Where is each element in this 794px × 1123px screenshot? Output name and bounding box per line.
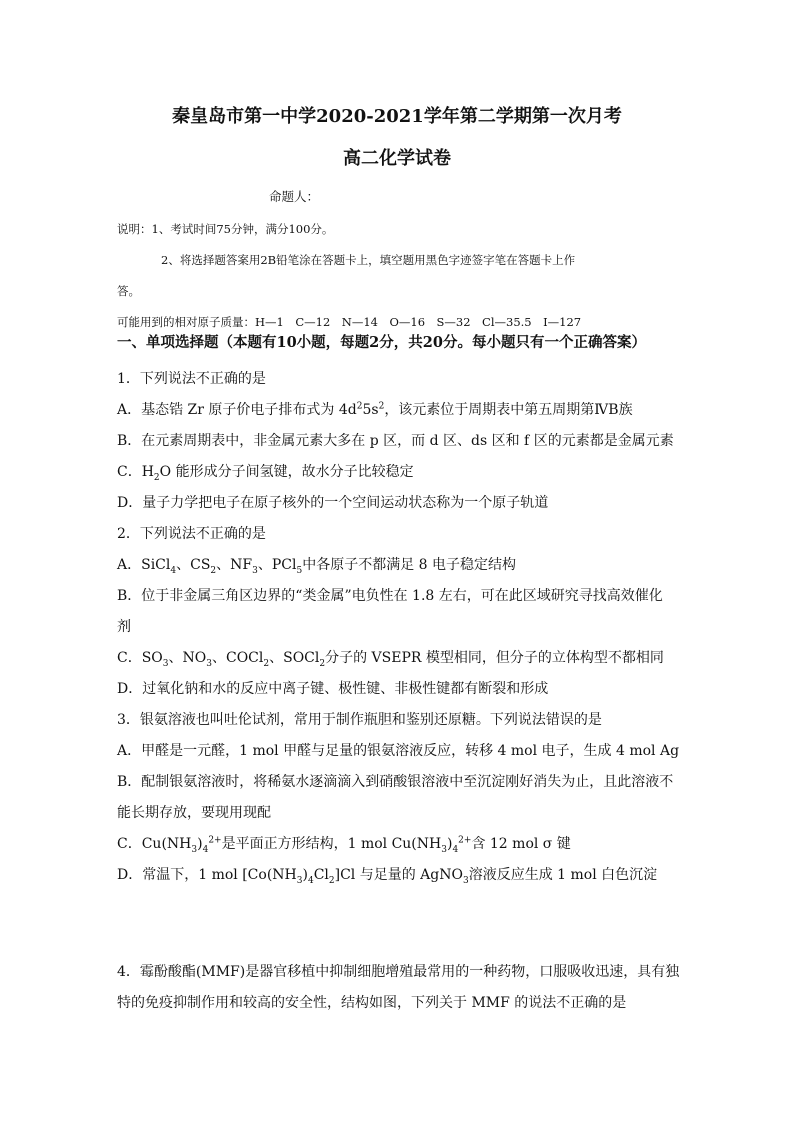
q4-stem-line-1: 4．霉酚酸酯(MMF)是器官移植中抑制细胞增殖最常用的一种药物，口服吸收迅速，具有独 <box>117 964 680 980</box>
q2-option-b-cont: 剂 <box>117 619 131 635</box>
author-label: 命题人： <box>269 189 320 204</box>
instruction-line-2a: 2、将选择题答案用2B铅笔涂在答题卡上，填空题用黑色字迹签字笔在答题卡上作 <box>161 253 576 267</box>
q1-option-b: B．在元素周期表中，非金属元素大多在 p 区，而 d 区、ds 区和 f 区的元素都是金属元素 <box>117 433 674 449</box>
q3-option-d: D．常温下，1 mol $[Co(NH_3)_4Cl_2]Cl$ 与足量的 AgNO$_3$溶液反应生成 1 mol 白色沉淀 <box>117 867 658 886</box>
q2-option-d: D．过氧化钠和水的反应中离子键、极性键、非极性键都有断裂和形成 <box>117 681 549 697</box>
q3-stem: 3．银氨溶液也叫吐伦试剂，常用于制作瓶胆和鉴别还原糖。下列说法错误的是 <box>117 712 602 728</box>
exam-subtitle: 高二化学试卷 <box>343 148 451 169</box>
exam-title: 秦皇岛市第一中学2020-2021学年第二学期第一次月考 <box>172 106 622 127</box>
section-heading: 一、单项选择题（本题有10小题，每题2分，共20分。每小题只有一个正确答案） <box>117 334 646 351</box>
atomic-masses: 可能用到的相对原子质量：H—1 C—12 N—14 O—16 S—32 Cl—35.5 I—127 <box>117 315 582 329</box>
q3-option-b-cont: 能长期存放，要现用现配 <box>117 805 271 821</box>
q1-option-c: C．$H_2O$ 能形成分子间氢键，故水分子比较稳定 <box>117 464 414 483</box>
q2-option-a: A．SiCl$_4$、$CS_2$、$NF_3$、PCl$_5$中各原子不都满足 8 电子稳定结构 <box>117 557 517 576</box>
instruction-line-2b: 答。 <box>117 284 140 298</box>
q3-option-b: B．配制银氨溶液时，将稀氨水逐滴滴入到硝酸银溶液中至沉淀刚好消失为止，且此溶液不 <box>117 774 674 790</box>
q1-option-d: D．量子力学把电子在原子核外的一个空间运动状态称为一个原子轨道 <box>117 495 549 511</box>
q2-option-b: B．位于非金属三角区边界的“类金属”电负性在 1.8 左右，可在此区域研究寻找高效催化 <box>117 588 663 604</box>
q2-stem: 2．下列说法不正确的是 <box>117 526 266 542</box>
q2-option-c: C．$SO_3$、$NO_3$、COCl$_2$、SOCl$_2$分子的 VSEPR 模型相同，但分子的立体构型不都相同 <box>117 650 664 669</box>
instruction-line-1: 说明：1、考试时间75分钟，满分100分。 <box>117 222 334 236</box>
q1-option-a: A．基态锆 Zr 原子价电子排布式为 $4d^25s^2$，该元素位于周期表中第五周期第ⅣB族 <box>117 401 633 418</box>
q3-option-a: A．甲醛是一元醛，1 mol 甲醛与足量的银氨溶液反应，转移 4 mol 电子，生成 4 mol Ag <box>117 743 680 759</box>
q1-stem: 1．下列说法不正确的是 <box>117 371 266 387</box>
q4-stem-line-2: 特的免疫抑制作用和较高的安全性，结构如图，下列关于 MMF 的说法不正确的是 <box>117 995 627 1011</box>
q3-option-c: C．$Cu(NH_3)_4^{2+}$是平面正方形结构，1 mol $Cu(NH_3)_4^{2+}$含 12 mol σ 键 <box>117 835 571 855</box>
